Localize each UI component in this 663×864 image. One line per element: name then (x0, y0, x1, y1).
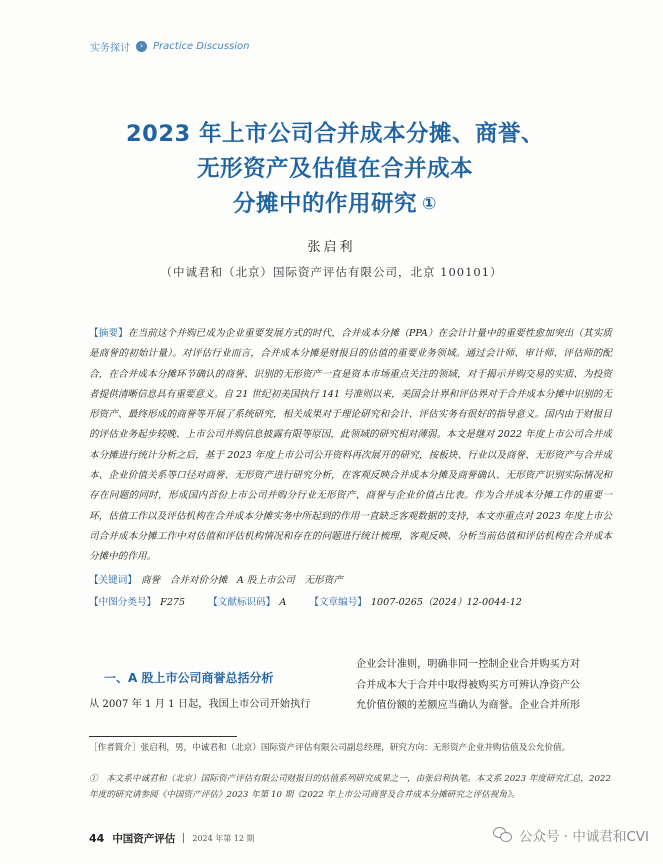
wechat-watermark (493, 825, 649, 845)
title-note-mark[interactable]: ① (422, 194, 437, 214)
abstract (89, 324, 612, 568)
running-header (90, 38, 249, 54)
abstract-text: 在当前这个并购已成为企业重要发展方式的时代，合并成本分摊（PPA）在会计计量中的重要性愈加突出（其实质是商誉的初始计量）。对评估行业而言，合并成本分摊是财报目的估值的重要业务领域。通过会计师、审计师、评估师的配合，在合并成本分摊环节确认的商誉、识别的无形资产一直是资本市场重点关注的领域，对于揭示并购交易的实质、为投资者提供清晰信息具有重要意义。自 21 世纪初美国执行 141 号准则以来，美国会计界和评估界对于合并成本分摊中识别的无形资产、最终形成的商誉等开展了系统研究，相关成果对于理论研究和会计、评估实务有很好的指导意义。国内由于财报目的评估业务起步较晚、上市公司并购信息披露有限等原因，此领域的研究相对薄弱。本文是继对 2022 年度上市公司合并成本分摊进行统计分析之后，基于 2023 年度上市公司公开资料再次展开的研究，按板块、行业以及商誉、无形资产与合并成本、企业价值关系等口径对商誉、无形资产进行研究分析，在客观反映合并成本分摊及商誉确认、无形资产识别实际情况和存在问题的同时，形成国内首份上市公司并购分行业无形资产、商誉与企业价值占比表。作为合并成本分摊工作的重要一环，估值工作以及评估机构在合并成本分摊实务中所起到的作用一直缺乏客观数据的支持，本文亦重点对 2023 年度上市公司合并成本分摊工作中对估值和评估机构情况和存在的问题进行统计梳理，客观反映、分析当前估值和评估机构在合并成本分摊中的作用。 (89, 328, 612, 563)
clc-label: 【中图分类号】 (89, 597, 157, 608)
title-line-3: 分摊中的作用研究 (233, 191, 418, 217)
article-title (70, 117, 600, 222)
title-line-1: 2023 年上市公司合并成本分摊、商誉、 (126, 121, 544, 147)
body-line: 允价值份额的差额应当确认为商誉。企业合并所形 (356, 700, 581, 711)
journal-issue: 2024 年第 12 期 (192, 833, 255, 843)
body-line: 合并成本大于合并中取得被购买方可辨认净资产公 (356, 679, 581, 691)
keywords-label: 【关键词】 (89, 575, 137, 586)
clc-value: F275 (160, 597, 186, 608)
page-number: 44 (89, 831, 105, 845)
column-name-cn: 实务探讨 (90, 42, 130, 54)
watermark-text: 公众号 · 中诚君和CVI (518, 829, 649, 845)
column-name-en: Practice Discussion (153, 40, 250, 52)
footnote-1: ① 本文系中诚君和（北京）国际资产评估有限公司财报目的估值系列研究成果之一，由张启利执笔。本文系 2023 年度研究汇总，2022 年度的研究请参阅《中国资产评估》2023 年第 10 期《2022 年上市公司商誉及合并成本分摊研究之评估视角》。 (89, 774, 611, 800)
doc-code-value: A (279, 597, 287, 608)
title-line-2: 无形资产及估值在合并成本 (196, 156, 473, 182)
body-text-right (356, 655, 618, 717)
keywords (89, 572, 612, 586)
section-heading-1: 一、A 股上市公司商誉总括分析 (104, 671, 274, 685)
body-line: 企业会计准则，明确非同一控制企业合并购买方对 (356, 659, 581, 670)
footer-separator (183, 833, 184, 843)
author-affiliation: （中诚君和（北京）国际资产评估有限公司，北京 100101） (160, 265, 503, 279)
classification-line (89, 594, 612, 608)
article-number-value: 1007-0265（2024）12-0044-12 (370, 597, 522, 608)
abstract-label: 【摘要】 (89, 328, 128, 339)
body-text-left: 从 2007 年 1 月 1 日起，我国上市公司开始执行 (89, 699, 311, 710)
article-number-label: 【文章编号】 (309, 597, 367, 608)
author-introduction: ［作者简介］张启利，男，中诚君和（北京）国际资产评估有限公司副总经理，研究方向：无形资产企业并购估值及公允价值。 (89, 743, 571, 753)
footnote-divider (89, 736, 237, 737)
journal-name: 中国资产评估 (112, 832, 176, 845)
arrow-right-icon: › (136, 41, 147, 52)
author-name: 张启利 (307, 240, 356, 255)
page-footer (89, 829, 254, 847)
doc-code-label: 【文献标识码】 (208, 597, 276, 608)
wechat-icon (493, 827, 513, 843)
keywords-text: 商誉 合并对价分摊 A 股上市公司 无形资产 (140, 575, 343, 586)
